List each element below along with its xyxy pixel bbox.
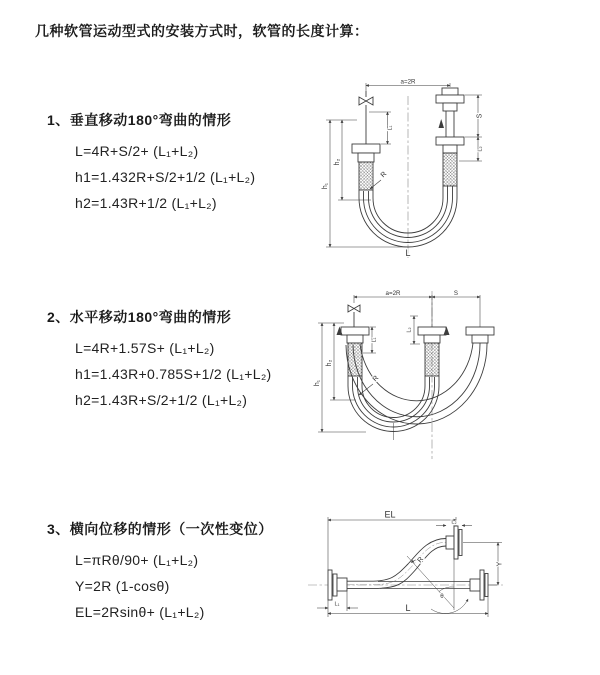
dim-label-l2: L₂ (451, 519, 457, 526)
formula-line: Y=2R (1-cosθ) (75, 578, 170, 594)
right-flange-fitting (466, 327, 494, 343)
u-bend-hose-moved (346, 343, 487, 424)
dimensions (317, 517, 502, 617)
left-flange-fitting (328, 570, 347, 600)
hose-assembly (328, 526, 497, 600)
right-flange-fitting (436, 88, 464, 186)
valve-icon (348, 305, 360, 312)
section-lateral-displacement (47, 519, 273, 625)
dim-label-l1: L₁ (387, 125, 394, 131)
length-label: L (405, 248, 411, 258)
dimensions (326, 83, 482, 247)
left-flange-fitting (341, 327, 369, 376)
page-title: 几种软管运动型式的安装方式时，软管的长度计算： (35, 23, 369, 39)
dim-label-l1: L₁ (371, 337, 378, 343)
dim-label-a2r: a=2R (400, 78, 416, 86)
formula-line: h2=1.43R+S/2+1/2 (L₁+L₂) (75, 392, 248, 408)
dim-label-l2: L₂ (477, 146, 484, 152)
section-heading: 3、横向位移的情形（一次性变位） (47, 521, 273, 537)
section-heading: 2、水平移动180°弯曲的情形 (47, 309, 232, 325)
dim-label-s: S (476, 113, 484, 119)
dim-label-y: Y (496, 561, 504, 567)
dim-label-h1: h₁ (313, 379, 321, 387)
dim-label-l: L (405, 603, 411, 613)
formula-line: L=πRθ/90+ (L₁+L₂) (75, 552, 199, 568)
hose-assembly (337, 305, 495, 440)
section-vertical-movement (47, 110, 255, 216)
section-heading: 1、垂直移动180°弯曲的情形 (47, 112, 232, 128)
section-horizontal-movement (47, 307, 272, 413)
s-curve-hose (347, 539, 446, 589)
radius-label: R (416, 555, 426, 565)
dim-label-l2: L₂ (406, 327, 413, 333)
movement-arrow-icon (439, 119, 445, 128)
valve-icon (359, 97, 373, 105)
radius-label: R (379, 170, 389, 180)
diagram-horizontal-180-bend (310, 283, 530, 465)
dim-label-h2: h₂ (325, 359, 333, 367)
formula-line: L=4R+1.57S+ (L₁+L₂) (75, 340, 215, 356)
formula-line: EL=2Rsinθ+ (L₁+L₂) (75, 604, 205, 620)
right-flange-fitting (470, 570, 497, 600)
dim-label-el: EL (384, 509, 396, 520)
dim-label-h1: h₁ (322, 182, 329, 190)
dim-label-a2r: a=2R (385, 290, 401, 297)
formula-line: h1=1.432R+S/2+1/2 (L₁+L₂) (75, 169, 256, 185)
dim-label-l1: L₁ (334, 601, 340, 608)
dim-label-s: S (453, 290, 459, 297)
radius-label: R (371, 374, 381, 384)
dim-label-h2: h₂ (334, 158, 341, 166)
left-flange-fitting (352, 144, 380, 190)
middle-flange-fitting (418, 327, 446, 376)
diagram-lateral-displacement (300, 498, 590, 633)
dimensions (318, 295, 480, 432)
formula-line: h1=1.43R+0.785S+1/2 (L₁+L₂) (75, 366, 272, 382)
formula-line: h2=1.43R+1/2 (L₁+L₂) (75, 195, 217, 211)
formula-line: L=4R+S/2+ (L₁+L₂) (75, 143, 199, 159)
angle-theta-label: θ (440, 593, 444, 600)
hose-centerline (347, 542, 446, 585)
diagram-vertical-180-bend (313, 70, 503, 266)
